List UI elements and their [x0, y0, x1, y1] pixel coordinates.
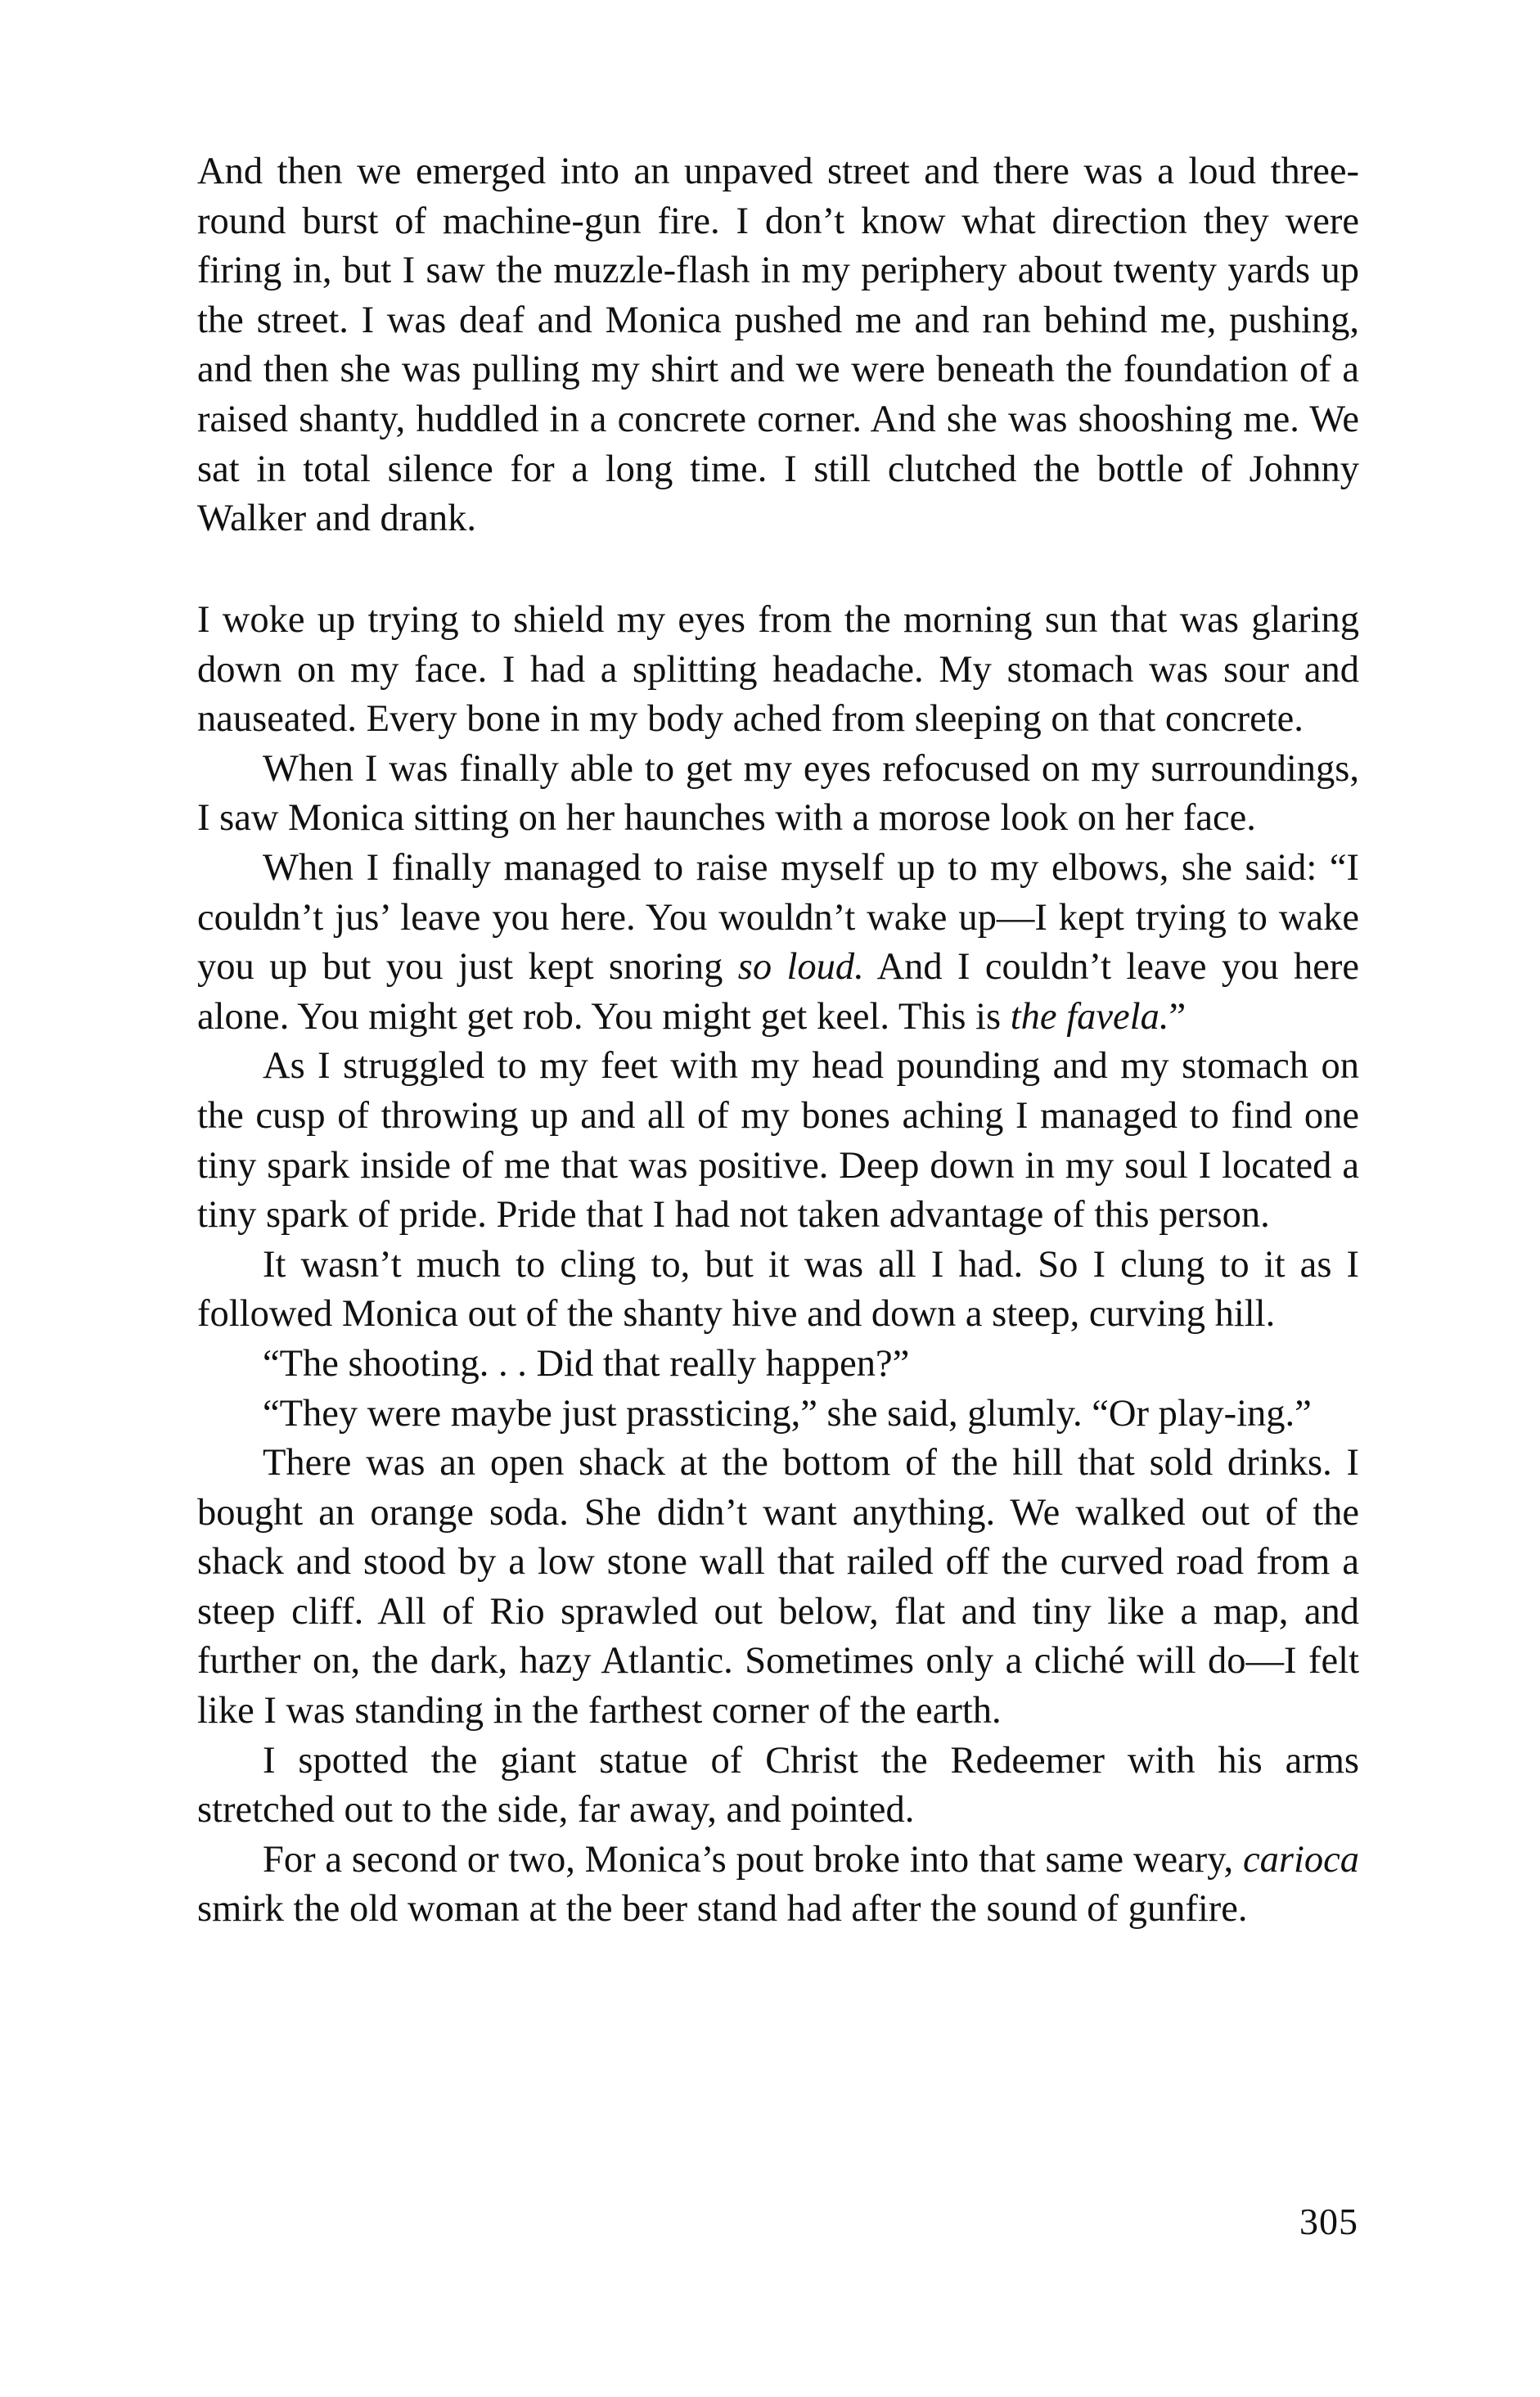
emphasis-so-loud: so loud. — [737, 946, 864, 989]
smirk-text-end: smirk the old woman at the beer stand had after the sound of gunfire. — [197, 1888, 1248, 1931]
morning-section — [197, 596, 1359, 1935]
smirk-text-start: For a second or two, Monica’s pout broke into that same weary, — [263, 1838, 1243, 1881]
speech-text-start: When I finally managed to raise myself up to my elbows, she said: “I couldn’t jus’ leave you here. You wouldn’t wake up—I kept trying to wake you up but you just kept snoring — [197, 846, 1359, 989]
paragraph-gunfire: And then we emerged into an unpaved street and there was a loud three-round burst of machine-gun fire. I don’t know what direction they were firing in, but I saw the muzzle-flash in my periphery about twenty yards up the street. I was deaf and Monica pushed me and ran behind me, pushing, and then she was pulling my shirt and we were beneath the foundation of a raised shanty, huddled in a concrete corner. And she was shooshing me. We sat in total silence for a long time. I still clutched the bottle of Johnny Walker and drank. — [197, 151, 1359, 540]
paragraph-clung: It wasn’t much to cling to, but it was all I had. So I clung to it as I followed Monica out of the shanty hive and down a steep, curving hill. — [197, 1243, 1359, 1336]
page-number: 305 — [1299, 2201, 1358, 2242]
speech-text-end: ” — [1169, 995, 1187, 1038]
emphasis-the-favela: the favela. — [1010, 995, 1169, 1038]
opening-section — [197, 147, 1359, 544]
paragraph-smirk — [197, 1836, 1359, 1935]
paragraph-answer: “They were maybe just prassticing,” she said, glumly. “Or play-ing.” — [263, 1392, 1312, 1435]
paragraph-refocus: When I was finally able to get my eyes refocused on my surroundings, I saw Monica sitting on her haunches with a morose look on her face. — [197, 747, 1359, 840]
paragraph-shack: There was an open shack at the bottom of the hill that sold drinks. I bought an orange soda. She didn’t want anything. We walked out of the shack and stood by a low stone wall that railed off the curved road from a steep cliff. All of Rio sprawled out below, flat and tiny like a map, and further on, the dark, hazy Atlantic. Sometimes only a cliché will do—I felt like I was standing in the farthest corner of the earth. — [197, 1442, 1359, 1732]
paragraph-spark-of-pride: As I struggled to my feet with my head pounding and my stomach on the cusp of throwing up and all of my bones aching I managed to find one tiny spark inside of me that was positive. Deep down in my soul I located a tiny spark of pride. Pride that I had not taken advantage of this person. — [197, 1045, 1359, 1237]
emphasis-carioca: carioca — [1242, 1838, 1359, 1881]
paragraph-redeemer: I spotted the giant statue of Christ the Redeemer with his arms stretched out to the side, far away, and pointed. — [197, 1739, 1359, 1832]
paragraph-monica-speech — [197, 844, 1359, 1042]
paragraph-waking: I woke up trying to shield my eyes from the morning sun that was glaring down on my face. I had a splitting headache. My stomach was sour and nauseated. Every bone in my body ached from sleeping on that concrete. — [197, 599, 1359, 741]
speech-text-middle: And I couldn’t leave you here alone. You might get rob. You might get keel. This is — [197, 946, 1359, 1038]
paragraph-question: “The shooting. . . Did that really happen?” — [263, 1342, 910, 1385]
